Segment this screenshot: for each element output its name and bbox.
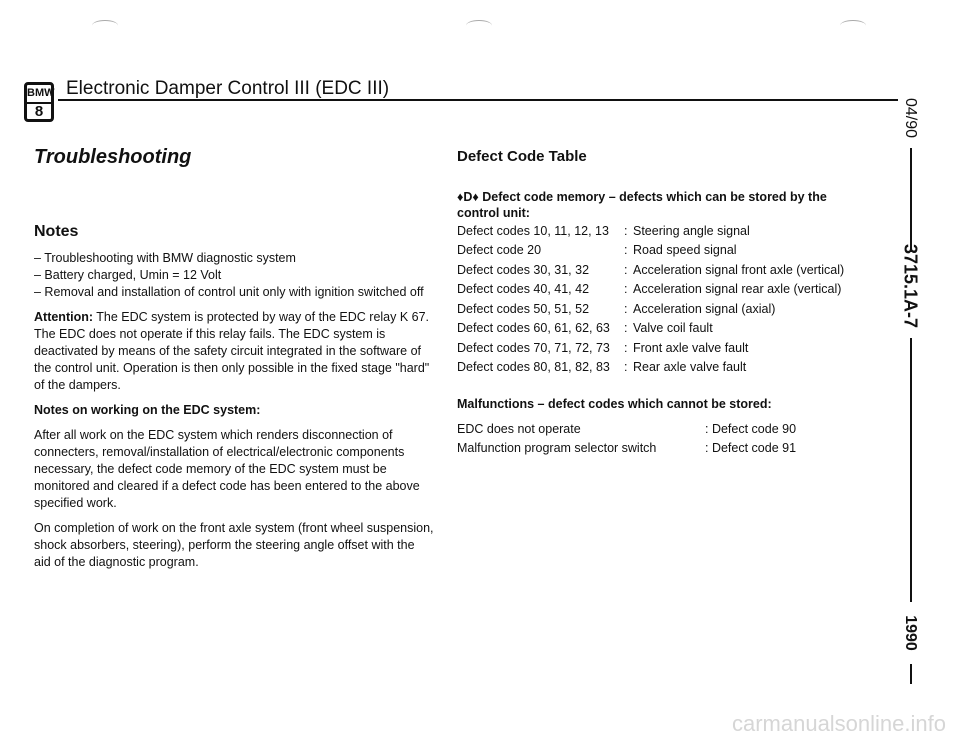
defect-codes: Defect codes 80, 81, 82, 83 — [457, 360, 610, 374]
malfunction-code: : Defect code 90 — [705, 422, 797, 436]
document-title: Electronic Damper Control III (EDC III) — [66, 78, 390, 99]
separator: : — [624, 360, 628, 374]
side-rule — [910, 148, 912, 252]
logo-brand: BMW — [27, 85, 51, 104]
notes-list — [34, 250, 434, 301]
separator: : — [624, 224, 628, 238]
defect-description: Steering angle signal — [633, 224, 750, 238]
header-rule — [58, 99, 898, 101]
section-title: Troubleshooting — [34, 146, 192, 168]
working-paragraph: After all work on the EDC system which renders disconnection of connecters, removal/installation of electrical/electronic components necessary, the defect code memory of the EDC system must be monitored and cleared if a defect code has been entered to the above specified work. — [34, 428, 420, 510]
defect-description: Rear axle valve fault — [633, 360, 747, 374]
malfunction-name: EDC does not operate — [457, 422, 581, 436]
notes-body — [34, 250, 434, 579]
defect-description: Acceleration signal front axle (vertical) — [633, 263, 845, 277]
notes-heading: Notes — [34, 223, 79, 240]
defect-codes: Defect codes 40, 41, 42 — [457, 282, 590, 296]
attention-text: The EDC system is protected by way of the EDC relay K 67. The EDC does not operate if this relay fails. The EDC system is deactivated by means of the safety circuit integrated in the software of the control unit. Operation is then only possible in the fixed stage "hard" of the dampers. — [34, 310, 430, 392]
separator: : — [624, 263, 628, 277]
side-date: 04/90 — [902, 97, 919, 139]
defect-codes: Defect codes 60, 61, 62, 63 — [457, 321, 610, 335]
defect-description: Road speed signal — [633, 243, 737, 257]
watermark: carmanualsonline.info — [731, 711, 946, 736]
list-item: – Troubleshooting with BMW diagnostic system — [34, 251, 296, 265]
malfunction-heading: Malfunctions – defect codes which cannot be stored: — [457, 397, 772, 411]
bmw-logo — [24, 82, 54, 122]
list-item: – Battery charged, Umin = 12 Volt — [34, 268, 222, 282]
malfunction-name: Malfunction program selector switch — [457, 441, 657, 455]
side-rule — [910, 664, 912, 684]
scan-artifact — [840, 20, 866, 31]
side-rule — [910, 338, 912, 602]
document-code: 3715.1A-7 — [900, 243, 921, 329]
completion-paragraph: On completion of work on the front axle system (front wheel suspension, shock absorbers, steering), perform the steering angle offset with the aid of the diagnostic program. — [34, 521, 434, 569]
defect-description: Acceleration signal (axial) — [633, 302, 776, 316]
defect-codes: Defect codes 30, 31, 32 — [457, 263, 590, 277]
list-item: – Removal and installation of control unit only with ignition switched off — [34, 285, 424, 299]
separator: : — [624, 321, 628, 335]
defect-codes: Defect code 20 — [457, 243, 542, 257]
separator: : — [624, 302, 628, 316]
malfunction-code: : Defect code 91 — [705, 441, 797, 455]
defect-codes: Defect codes 70, 71, 72, 73 — [457, 341, 610, 355]
separator: : — [624, 282, 628, 296]
defect-description: Valve coil fault — [633, 321, 713, 335]
separator: : — [624, 243, 628, 257]
scan-artifact — [466, 20, 492, 31]
defect-codes: Defect codes 10, 11, 12, 13 — [457, 224, 609, 238]
attention-label: Attention: — [34, 310, 94, 324]
memory-heading: ♦D♦ Defect code memory – defects which can be stored by the control unit: — [457, 190, 827, 220]
separator: : — [624, 341, 628, 355]
attention-paragraph — [34, 309, 434, 394]
defect-description: Front axle valve fault — [633, 341, 749, 355]
defect-description: Acceleration signal rear axle (vertical) — [633, 282, 842, 296]
working-heading: Notes on working on the EDC system: — [34, 403, 261, 417]
scan-artifact — [92, 20, 118, 31]
defect-codes: Defect codes 50, 51, 52 — [457, 302, 590, 316]
defect-table-title: Defect Code Table — [457, 148, 587, 165]
side-year: 1990 — [902, 615, 919, 651]
logo-series: 8 — [34, 103, 44, 120]
